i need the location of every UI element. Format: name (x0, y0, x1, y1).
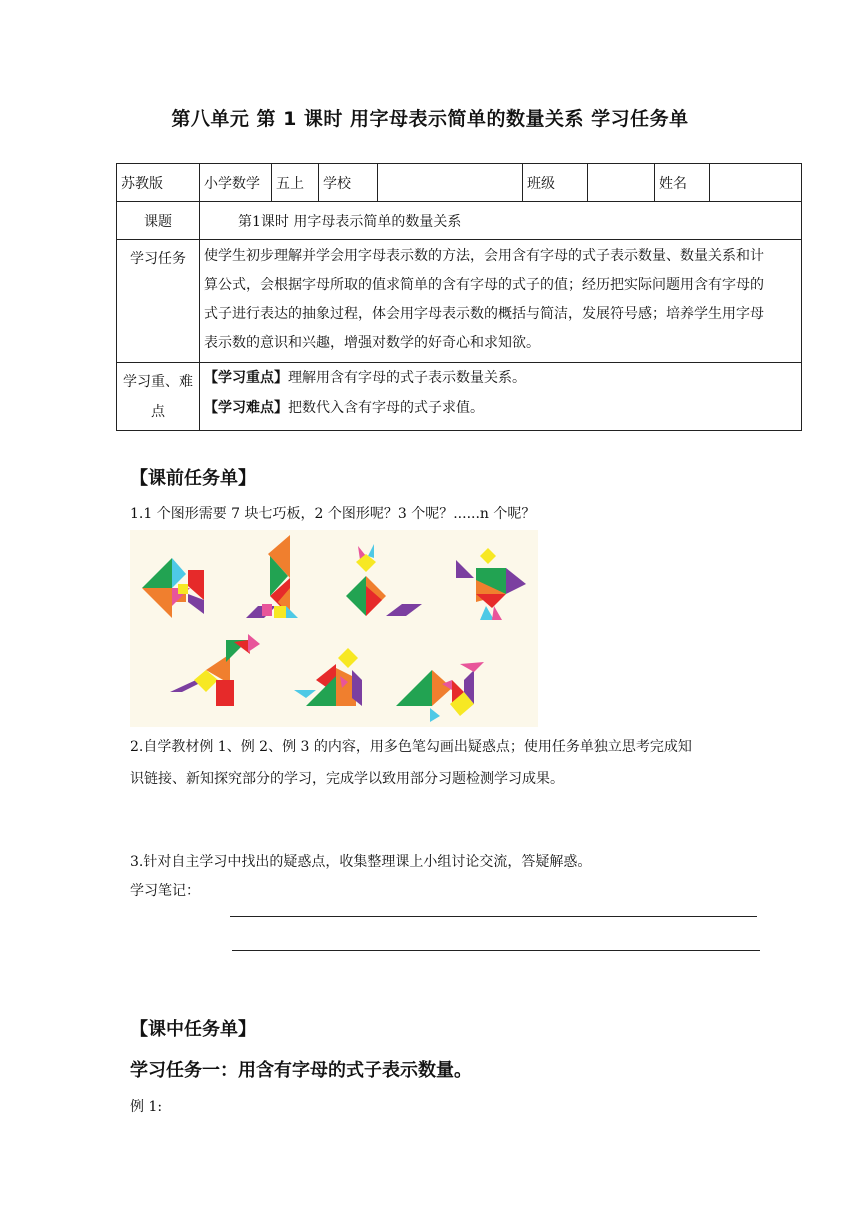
pre-class-item-3: 3.针对自主学习中找出的疑惑点，收集整理课上小组讨论交流，答疑解惑。 (130, 854, 592, 870)
topic-value: 第1课时 用字母表示简单的数量关系 (200, 202, 802, 240)
school-label: 学校 (319, 164, 378, 202)
header-row (117, 164, 802, 202)
tangram-figures-image (130, 530, 538, 727)
name-value[interactable] (710, 164, 802, 202)
key-points-label (117, 363, 200, 431)
tangram-fish (142, 558, 204, 618)
in-class-heading: 【课中任务单】 (130, 1019, 256, 1040)
notes-line-2[interactable] (232, 950, 760, 951)
school-value[interactable] (378, 164, 523, 202)
tangram-cat (346, 544, 422, 616)
name-label: 姓名 (655, 164, 710, 202)
key-point-text: 理解用含有字母的式子表示数量关系。 (288, 370, 526, 386)
task-line: 式子进行表达的抽象过程，体会用字母表示数的概括与简洁，发展符号感；培养学生用字母 (204, 306, 764, 322)
task-line: 表示数的意识和兴趣，增强对数学的好奇心和求知欲。 (204, 335, 540, 351)
task-label: 学习任务 (117, 240, 200, 363)
topic-row (117, 202, 802, 240)
task-one-heading: 学习任务一：用含有字母的式子表示数量。 (130, 1060, 472, 1081)
key-points-row (117, 363, 802, 431)
grade-cell: 五上 (272, 164, 319, 202)
notes-line-1[interactable] (230, 916, 757, 917)
class-value[interactable] (588, 164, 655, 202)
pre-class-item-1: 1.1 个图形需要 7 块七巧板，2 个图形呢？3 个呢？......n 个呢？ (130, 506, 536, 522)
pre-class-item-2-line-2: 识链接、新知探究部分的学习，完成学以致用部分习题检测学习成果。 (130, 771, 564, 787)
subject-cell: 小学数学 (200, 164, 272, 202)
key-point-tag: 【学习重点】 (204, 370, 288, 386)
task-line: 使学生初步理解并学会用字母表示数的方法，会用含有字母的式子表示数量、数量关系和计 (204, 248, 764, 264)
task-line: 算公式，会根据字母所取的值求简单的含有字母的式子的值；经历把实际问题用含有字母的 (204, 277, 764, 293)
tangram-sitting-bird (294, 648, 362, 706)
class-label: 班级 (523, 164, 588, 202)
difficult-point-line (204, 393, 797, 423)
notes-label: 学习笔记： (130, 883, 200, 899)
publisher-cell: 苏教版 (117, 164, 200, 202)
topic-label: 课题 (117, 202, 200, 240)
tangram-tall-figure (246, 535, 298, 618)
tangram-running-figure (170, 634, 260, 706)
key-points-text (200, 363, 802, 431)
task-row (117, 240, 802, 363)
key-label-line: 学习重、难 (123, 373, 193, 390)
pre-class-heading: 【课前任务单】 (130, 468, 256, 489)
info-table (116, 163, 802, 431)
key-label-line: 点 (151, 403, 165, 420)
tangram-bird (456, 548, 526, 620)
pre-class-item-2-line-1: 2.自学教材例 1、例 2、例 3 的内容，用多色笔勾画出疑惑点；使用任务单独立思考完成知 (130, 739, 692, 755)
tangram-illustration (130, 530, 538, 727)
example-1-label: 例 1: (130, 1099, 163, 1115)
task-text (200, 240, 802, 363)
difficult-point-text: 把数代入含有字母的式子求值。 (288, 400, 484, 416)
tangram-duck (396, 662, 484, 722)
difficult-point-tag: 【学习难点】 (204, 400, 288, 416)
key-point-line (204, 363, 797, 393)
page-title: 第八单元 第 1 课时 用字母表示简单的数量关系 学习任务单 (171, 108, 689, 130)
